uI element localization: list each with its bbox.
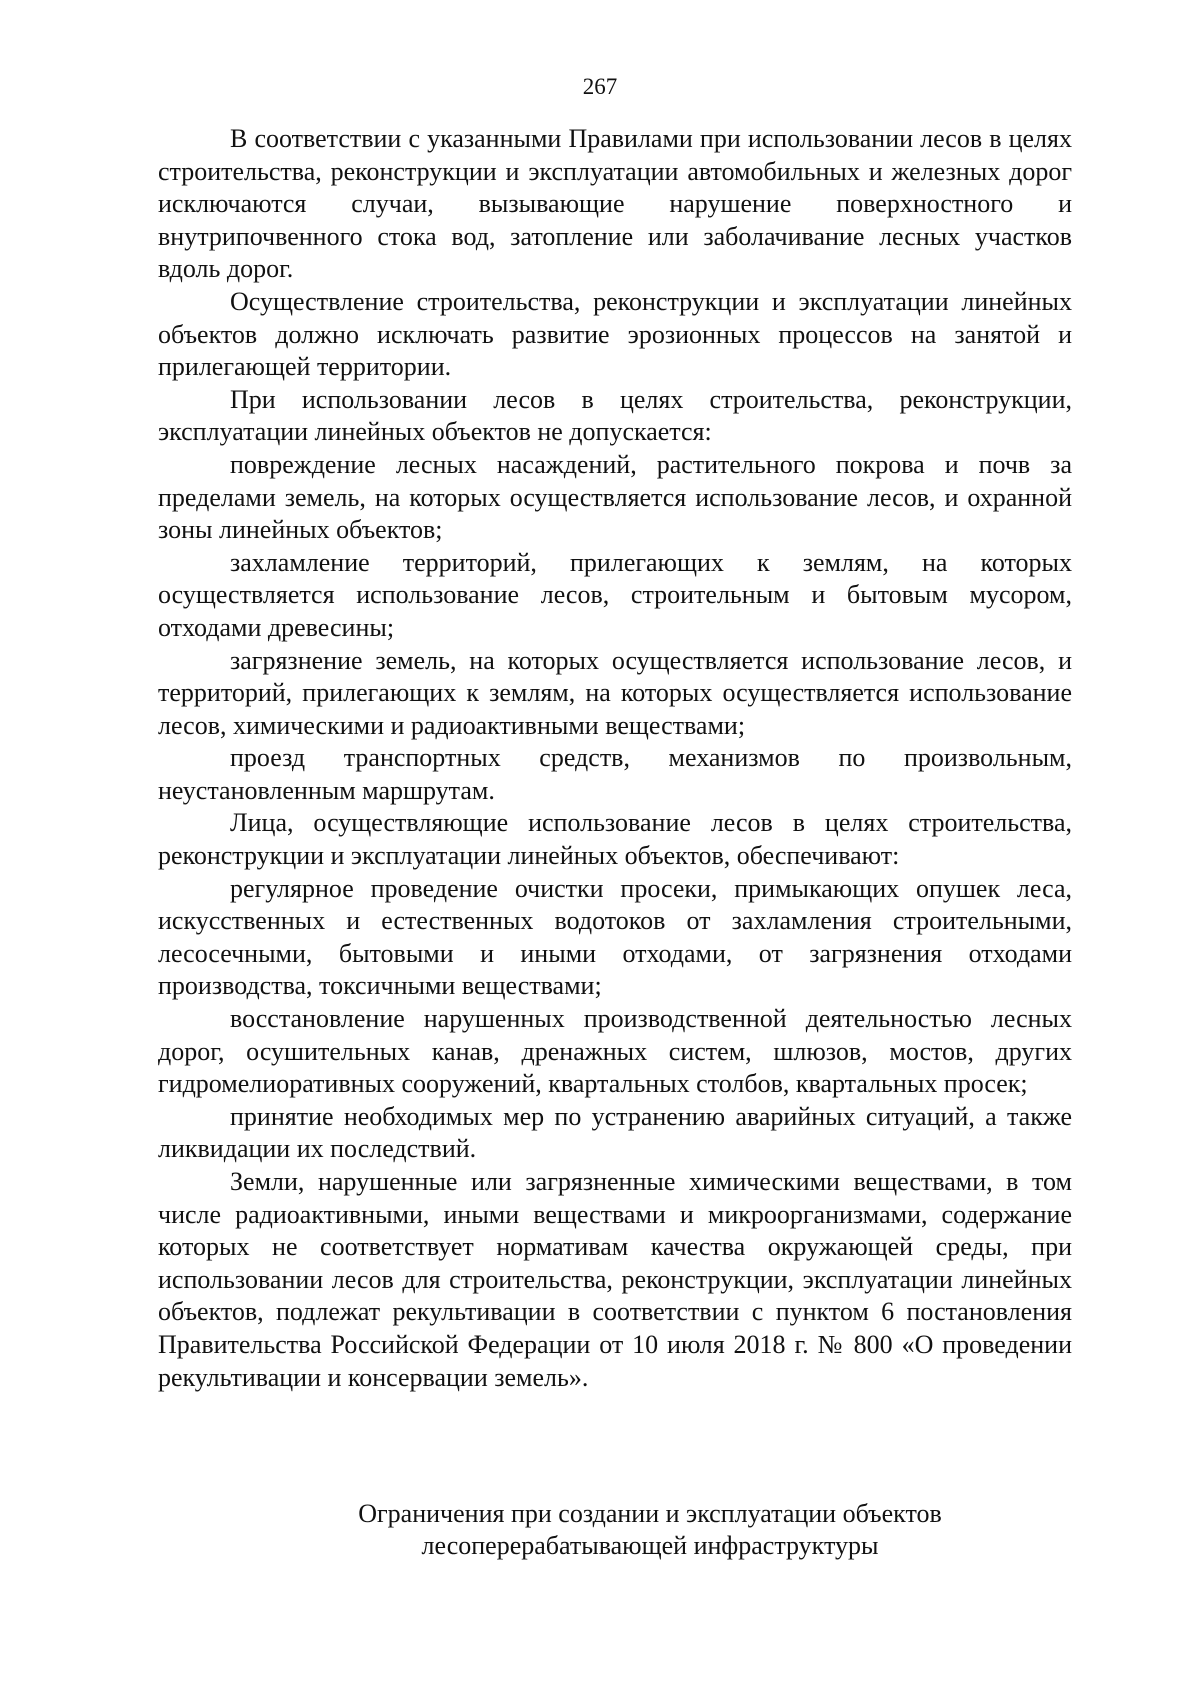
- paragraph: При использовании лесов в целях строительства, реконструкции, эксплуатации линейных объектов не допускается:: [158, 384, 1072, 447]
- page-number: 267: [582, 74, 618, 99]
- paragraph: Земли, нарушенные или загрязненные химическими веществами, в том числе радиоактивными, иными веществами и микроорганизмами, содержание которых не соответствует нормативам качества окружающей среды, при использовании лесов для строительства, реконструкции, эксплуатации линейных объектов, подлежат рекультивации в соответствии с пунктом 6 постановления Правительства Российской Федерации от 10 июля 2018 г. № 800 «О проведении рекультивации и консервации земель».: [158, 1167, 1072, 1392]
- section-heading: [0, 1498, 1200, 1562]
- document-body: [158, 123, 1072, 1394]
- list-item-paragraph: повреждение лесных насаждений, растительного покрова и почв за пределами земель, на которых осуществляется использование лесов, и охранной зоны линейных объектов;: [158, 449, 1072, 545]
- list-item-paragraph: регулярное проведение очистки просеки, примыкающих опушек леса, искусственных и естественных водотоков от захламления строительными, лесосечными, бытовыми и иными отходами, от загрязнения отходами производства, токсичными веществами;: [158, 873, 1072, 1001]
- paragraph: Осуществление строительства, реконструкции и эксплуатации линейных объектов должно исключать развитие эрозионных процессов на занятой и прилегающей территории.: [158, 286, 1072, 382]
- section-heading-line: Ограничения при создании и эксплуатации объектов: [358, 1499, 942, 1528]
- paragraph: Лица, осуществляющие использование лесов в целях строительства, реконструкции и эксплуатации линейных объектов, обеспечивают:: [158, 808, 1072, 871]
- list-item-paragraph: захламление территорий, прилегающих к землям, на которых осуществляется использование лесов, строительным и бытовым мусором, отходами древесины;: [158, 547, 1072, 642]
- list-item-paragraph: восстановление нарушенных производственной деятельностью лесных дорог, осушительных канав, дренажных систем, шлюзов, мостов, других гидромелиоративных сооружений, квартальных столбов, квартальных просек;: [158, 1004, 1072, 1099]
- list-item-paragraph: загрязнение земель, на которых осуществляется использование лесов, и территорий, прилегающих к землям, на которых осуществляется использование лесов, химическими и радиоактивными веществами;: [158, 645, 1072, 740]
- list-item-paragraph: принятие необходимых мер по устранению аварийных ситуаций, а также ликвидации их последствий.: [158, 1101, 1072, 1164]
- paragraph: В соответствии с указанными Правилами при использовании лесов в целях строительства, реконструкции и эксплуатации автомобильных и железных дорог исключаются случаи, вызывающие нарушение поверхностного и внутрипочвенного стока вод, затопление или заболачивание лесных участков вдоль дорог.: [158, 124, 1072, 284]
- list-item-paragraph: проезд транспортных средств, механизмов по произвольным, неустановленным маршрутам.: [158, 743, 1072, 805]
- section-heading-line: лесоперерабатывающей инфраструктуры: [421, 1531, 879, 1560]
